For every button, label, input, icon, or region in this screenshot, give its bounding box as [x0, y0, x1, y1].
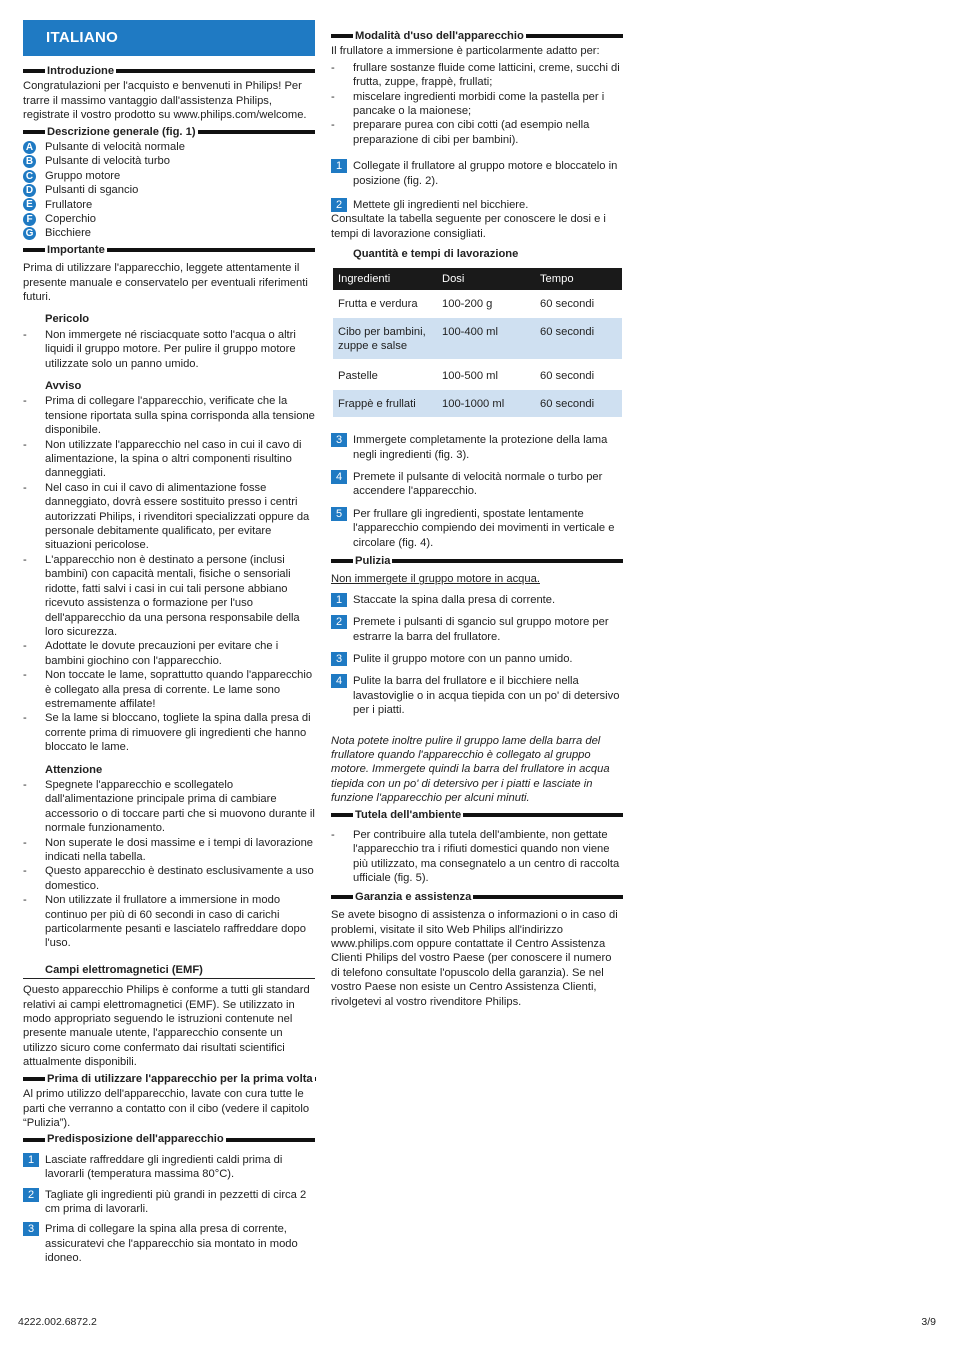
- table-row: Pastelle 100-500 ml 60 secondi: [338, 370, 595, 383]
- table-title: Quantità e tempi di lavorazione: [353, 248, 519, 261]
- table-row: Frutta e verdura 100-200 g 60 secondi: [338, 298, 595, 311]
- step: 3 Prima di collegare la spina alla presa di corrente, assicuratevi che l'apparecchio sia montato in modo idoneo.: [23, 1222, 315, 1265]
- letter-badge: D: [23, 184, 36, 197]
- letter-badge: G: [23, 227, 36, 240]
- list-item: - L'apparecchio non è destinato a persone (inclusi bambini) con capacità mentali, fisiche o sensoriali ridotte, fatti salvi i casi in cui tali persone abbiano ricevuto assistenza o formazione per l'uso dell'apparecchio da una persona responsabile della loro sicurezza.: [23, 553, 300, 638]
- step: 2 Mettete gli ingredienti nel bicchiere.: [331, 198, 623, 212]
- table-header: Dosi: [437, 268, 535, 290]
- letter-badge: E: [23, 198, 36, 211]
- table-row: Frappè e frullati 100-1000 ml 60 secondi: [333, 390, 622, 417]
- section-heading-important: Importante: [23, 243, 315, 257]
- quantity-table: [333, 268, 622, 417]
- emf-text: Questo apparecchio Philips è conforme a tutti gli standard relativi ai campi elettromagnetici (EMF). Se utilizzato in modo appropriato seguendo le istruzioni contenute nel presente manuale utente, l'apparecchio consente un utilizzo sicuro come confermato dai risultati scientifici attualmente disponibili.: [23, 984, 310, 1069]
- list-item: - Non utilizzate il frullatore a immersione in modo continuo per più di 60 secondi in caso di carichi particolarmente pesanti e lasciatelo raffreddare dopo l'uso.: [23, 894, 306, 950]
- list-item: - Non toccate le lame, soprattutto quando l'apparecchio è collegato alla presa di corrente. Le lame sono estremamente affilate!: [23, 669, 313, 710]
- step-number: 3: [23, 1222, 39, 1236]
- right-column: [331, 27, 623, 1011]
- list-item: - miscelare ingredienti morbidi come la pastella per i pancake o la maionese;: [331, 90, 605, 118]
- list-item: - preparare purea con cibi cotti (ad esempio nella preparazione di cibi per bambini).: [331, 119, 590, 146]
- step: 3 Pulite il gruppo motore con un panno umido.: [331, 652, 623, 666]
- step: 4 Premete il pulsante di velocità normale o turbo per accendere l'apparecchio.: [331, 470, 623, 499]
- list-item: B Pulsante di velocità turbo: [23, 154, 315, 168]
- language-banner: ITALIANO: [23, 20, 315, 56]
- list-item: - Non utilizzate l'apparecchio nel caso in cui il cavo di alimentazione, la spina o altri componenti risultino danneggiati.: [23, 438, 302, 480]
- section-heading-cleaning: Pulizia: [331, 554, 623, 568]
- important-text: Prima di utilizzare l'apparecchio, leggete attentamente il presente manuale e conservatelo per eventuali riferimenti futuri.: [23, 262, 308, 303]
- step2-note: Consultate la tabella seguente per conoscere le dosi e i tempi di lavorazione consigliati.: [331, 213, 606, 240]
- step: 1 Lasciate raffreddare gli ingredienti caldi prima di lavorarli (temperatura massima 80°C).: [23, 1153, 315, 1182]
- page-number: 3/9: [921, 1316, 936, 1328]
- parts-list: [23, 140, 315, 241]
- section-heading-description: Descrizione generale (fig. 1): [23, 125, 315, 139]
- list-item: - frullare sostanze fluide come latticini, creme, succhi di frutta, zuppe, frappè, frullati;: [331, 61, 620, 89]
- step: 1 Staccate la spina dalla presa di corrente.: [331, 593, 623, 607]
- first-use-text: Al primo utilizzo dell'apparecchio, lavate con cura tutte le parti che verranno a contatto con il cibo (vedere il capitolo “Pulizia”).: [23, 1088, 310, 1129]
- list-item: E Frullatore: [23, 198, 315, 212]
- list-item: F Coperchio: [23, 212, 315, 226]
- table-row: Cibo per bambini, zuppe e salse 100-400 ml 60 secondi: [333, 318, 622, 360]
- section-heading-intro: Introduzione: [23, 64, 315, 78]
- list-item: C Gruppo motore: [23, 169, 315, 183]
- list-item: G Bicchiere: [23, 226, 315, 240]
- step: 2 Tagliate gli ingredienti più grandi in pezzetti di circa 2 cm prima di lavorarli.: [23, 1188, 315, 1217]
- list-item: - Per contribuire alla tutela dell'ambiente, non gettate l'apparecchio tra i rifiuti domestici quando non viene più utilizzato, ma consegnatelo a un centro di raccolta ufficiale (fig. 5).: [331, 829, 620, 885]
- list-item: - Non immergete né risciacquate sotto l'acqua o altri liquidi il gruppo motore. Per pulire il gruppo motore utilizzate solo un panno umido.: [23, 328, 296, 370]
- emf-heading: Campi elettromagnetici (EMF): [23, 963, 315, 979]
- step-number: 4: [331, 470, 347, 484]
- section-heading-usage: Modalità d'uso dell'apparecchio: [331, 29, 623, 43]
- list-item: D Pulsanti di sgancio: [23, 183, 315, 197]
- table-header: Ingredienti: [333, 268, 437, 290]
- step-number: 1: [331, 159, 347, 173]
- list-item: - Nel caso in cui il cavo di alimentazione fosse danneggiato, dovrà essere sostituito presso i centri autorizzati Philips, i rivenditori specializzati oppure da personale debitamente qualificato, per evitare situazioni pericolose.: [23, 481, 310, 552]
- step: 2 Premete i pulsanti di sgancio sul gruppo motore per estrarre la barra del frullatore.: [331, 615, 623, 644]
- step: 1 Collegate il frullatore al gruppo motore e bloccatelo in posizione (fig. 2).: [331, 159, 623, 188]
- list-item: A Pulsante di velocità normale: [23, 140, 315, 154]
- letter-badge: B: [23, 155, 36, 168]
- warranty-text: Se avete bisogno di assistenza o informazioni o in caso di problemi, visitate il sito Web Philips all'indirizzo www.philips.com oppure contattate il Centro Assistenza Clienti Philips del vostro Paese (per conoscere il numero di telefono consultate l'opuscolo della garanzia). Se nel vostro Paese non esiste un Centro Assistenza Clienti, rivolgetevi al vostro rivenditore Philips.: [331, 909, 618, 1008]
- section-heading-warranty: Garanzia e assistenza: [331, 890, 623, 904]
- table-header: Tempo: [535, 268, 622, 290]
- step: 3 Immergete completamente la protezione della lama negli ingredienti (fig. 3).: [331, 433, 623, 462]
- step-number: 3: [331, 433, 347, 447]
- list-item: - Se la lame si bloccano, togliete la spina dalla presa di corrente prima di rimuovere gli ingredienti che hanno bloccato le lame.: [23, 712, 311, 754]
- section-heading-first-use: Prima di utilizzare l'apparecchio per la prima volta: [23, 1072, 315, 1086]
- caution-title: Attenzione: [45, 763, 103, 776]
- list-item: - Adottate le dovute precauzioni per evitare che i bambini giochino con l'apparecchio.: [23, 640, 279, 667]
- letter-badge: C: [23, 170, 36, 183]
- list-item: - Questo apparecchio è destinato esclusivamente a uso domestico.: [23, 865, 314, 892]
- step-number: 2: [23, 1188, 39, 1202]
- cleaning-warning: Non immergete il gruppo motore in acqua.: [331, 573, 540, 586]
- step-number: 2: [331, 615, 347, 629]
- warning-title: Avviso: [45, 380, 82, 393]
- letter-badge: A: [23, 141, 36, 154]
- step-number: 1: [23, 1153, 39, 1167]
- step: 4 Pulite la barra del frullatore e il bicchiere nella lavastoviglie o in acqua tiepida con un po' di detersivo per i piatti.: [331, 674, 623, 717]
- danger-title: Pericolo: [45, 313, 90, 326]
- letter-badge: F: [23, 213, 36, 226]
- usage-intro: Il frullatore a immersione è particolarmente adatto per:: [331, 45, 600, 58]
- section-heading-preparation: Predisposizione dell'apparecchio: [23, 1132, 315, 1146]
- step-number: 4: [331, 674, 347, 688]
- document-code: 4222.002.6872.2: [18, 1316, 97, 1328]
- list-item: - Prima di collegare l'apparecchio, verificate che la tensione riportata sulla spina corrisponda alla tensione disponibile.: [23, 395, 315, 437]
- list-item: - Non superate le dosi massime e i tempi di lavorazione indicati nella tabella.: [23, 836, 314, 864]
- step-number: 1: [331, 593, 347, 607]
- left-column: [23, 20, 315, 1270]
- step-number: 5: [331, 507, 347, 521]
- cleaning-note: Nota potete inoltre pulire il gruppo lame della barra del frullatore quando l'apparecchio è collegato al gruppo motore. Immergete quindi la barra del frullatore in acqua tiepida con un po' di detersivo per i piatti e lasciate in funzione l'apparecchio per alcuni minuti.: [331, 734, 610, 805]
- list-item: - Spegnete l'apparecchio e scollegatelo dall'alimentazione principale prima di cambiare accessorio o di toccare parti che si muovono durante il normale funzionamento.: [23, 778, 315, 835]
- intro-text: Congratulazioni per l'acquisto e benvenuti in Philips! Per trarre il massimo vantaggio dall'assistenza Philips, registrate il vostro prodotto su www.philips.com/welcome.: [23, 80, 307, 122]
- step: 5 Per frullare gli ingredienti, spostate lentamente l'apparecchio compiendo dei movimenti in verticale e circolare (fig. 4).: [331, 507, 623, 550]
- section-heading-environment: Tutela dell'ambiente: [331, 808, 623, 822]
- step-number: 2: [331, 198, 347, 212]
- step-number: 3: [331, 652, 347, 666]
